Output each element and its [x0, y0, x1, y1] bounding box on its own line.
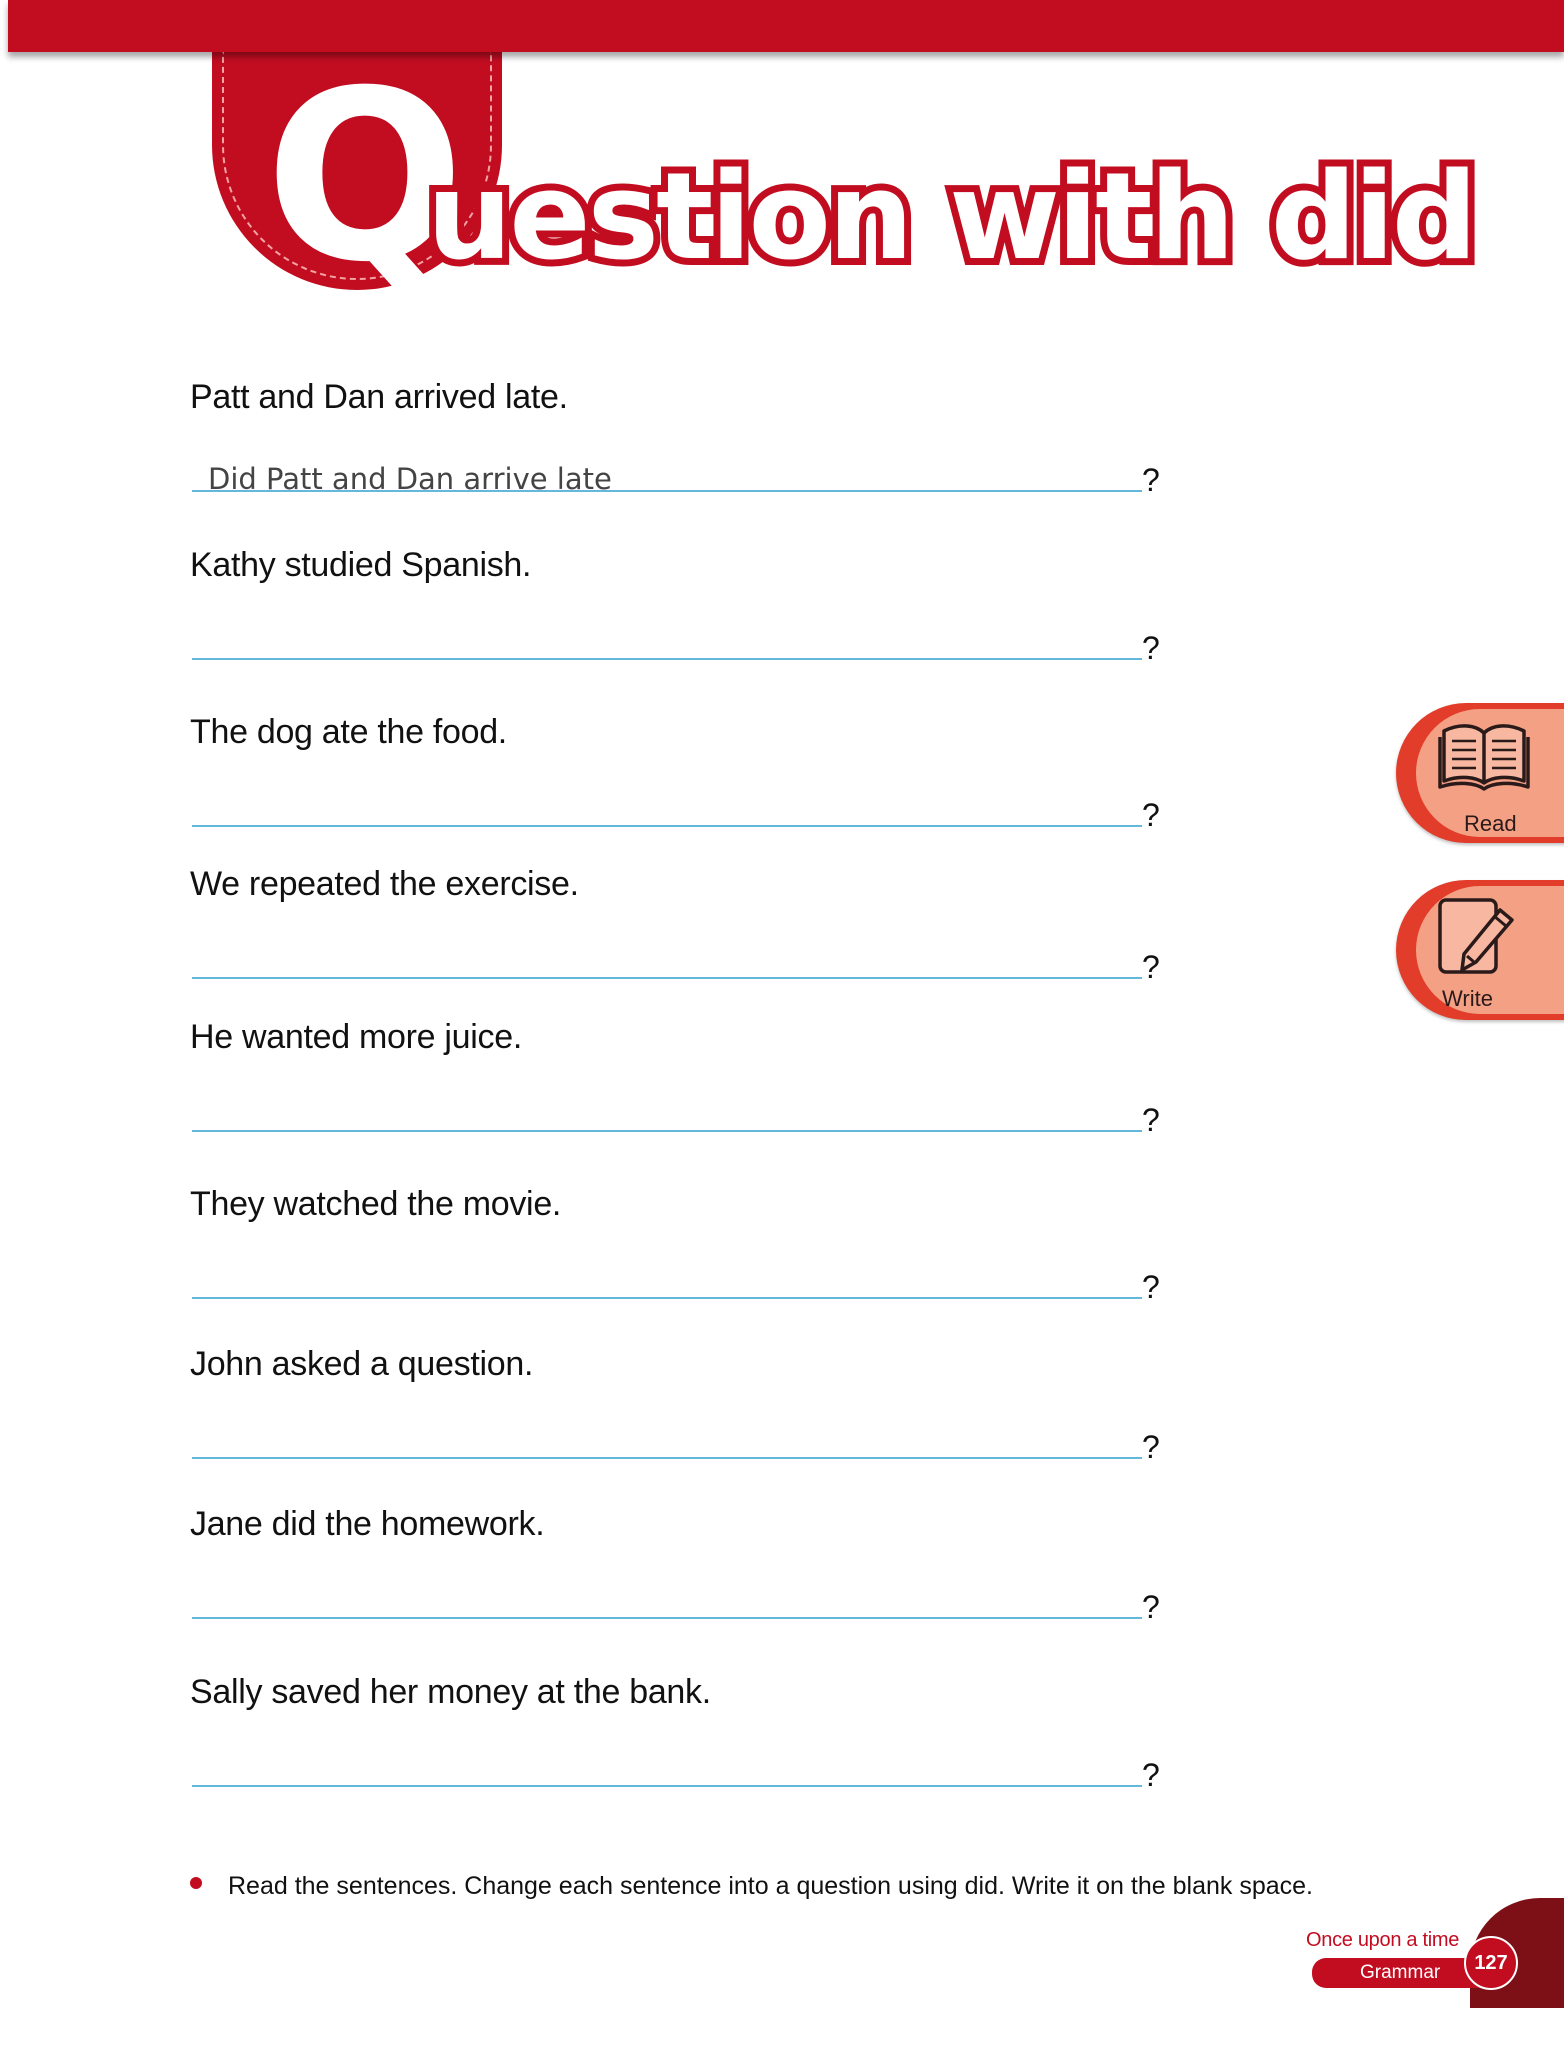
question-mark: ? [1142, 630, 1160, 666]
answer-blank[interactable] [192, 1457, 1142, 1459]
exercise-sentence: Kathy studied Spanish. [190, 546, 532, 584]
exercise-sentence: They watched the movie. [190, 1185, 562, 1223]
question-mark: ? [1142, 1757, 1160, 1793]
question-mark: ? [1142, 1429, 1160, 1465]
answer-blank[interactable] [192, 1785, 1142, 1787]
page-title-initial: Q [265, 41, 461, 314]
question-mark: ? [1142, 797, 1160, 833]
answer-example: Did Patt and Dan arrive late [208, 462, 612, 496]
exercise-item [190, 1018, 1170, 1185]
question-mark: ? [1142, 1269, 1160, 1305]
pencil-paper-icon [1434, 894, 1518, 985]
exercise-item [190, 1505, 1170, 1673]
exercise-list [190, 378, 1170, 1833]
instruction-text [190, 1872, 1313, 1901]
exercise-sentence: Sally saved her money at the bank. [190, 1673, 711, 1711]
top-banner [8, 0, 1564, 52]
question-mark: ? [1142, 462, 1160, 498]
answer-blank[interactable] [192, 825, 1142, 827]
book-icon [1438, 719, 1530, 798]
exercise-item [190, 713, 1170, 865]
exercise-item [190, 378, 1170, 546]
answer-blank[interactable] [192, 1130, 1142, 1132]
exercise-item [190, 1345, 1170, 1505]
exercise-item [190, 1673, 1170, 1833]
answer-blank[interactable] [192, 1297, 1142, 1299]
instruction-content: Read the sentences. Change each sentence into a question using did. Write it on the blank space. [228, 1872, 1313, 1900]
bullet-icon [190, 1877, 202, 1889]
exercise-item [190, 865, 1170, 1018]
page-title [265, 41, 1475, 314]
footer-section: Grammar [1360, 1962, 1441, 1983]
exercise-sentence: He wanted more juice. [190, 1018, 522, 1056]
answer-blank[interactable] [192, 658, 1142, 660]
question-mark: ? [1142, 1589, 1160, 1625]
exercise-item [190, 546, 1170, 713]
read-tab-label: Read [1464, 811, 1517, 836]
exercise-item [190, 1185, 1170, 1345]
answer-blank[interactable] [192, 977, 1142, 979]
answer-blank[interactable] [192, 490, 1142, 492]
footer-book-title: Once upon a time [1306, 1929, 1460, 1951]
write-tab-label: Write [1442, 986, 1493, 1011]
question-mark: ? [1142, 949, 1160, 985]
exercise-sentence: Patt and Dan arrived late. [190, 378, 568, 416]
read-tab-button[interactable] [1396, 703, 1564, 843]
page-number: 127 [1464, 1936, 1518, 1990]
exercise-sentence: We repeated the exercise. [190, 865, 579, 903]
page-title-rest: uestion with did [426, 148, 1475, 287]
exercise-sentence: John asked a question. [190, 1345, 534, 1383]
exercise-sentence: The dog ate the food. [190, 713, 507, 751]
question-mark: ? [1142, 1102, 1160, 1138]
exercise-sentence: Jane did the homework. [190, 1505, 545, 1543]
answer-blank[interactable] [192, 1617, 1142, 1619]
write-tab-button[interactable] [1396, 880, 1564, 1020]
